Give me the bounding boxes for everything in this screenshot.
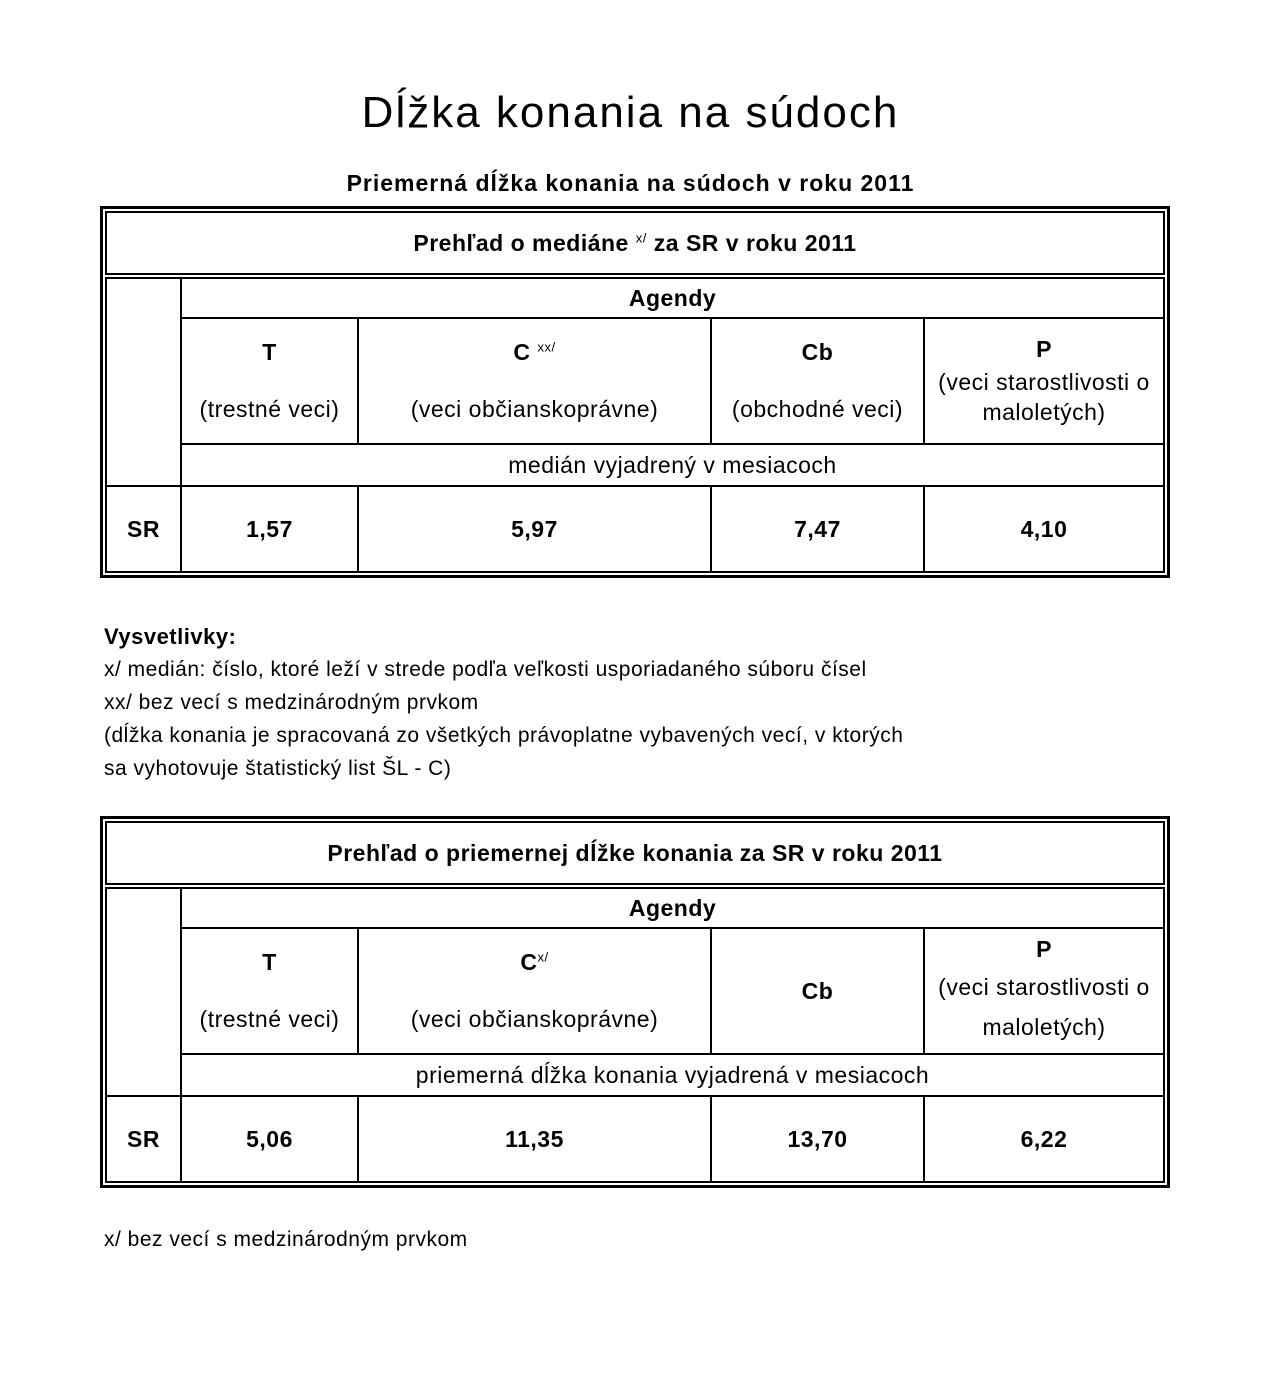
explanation-line: (dĺžka konania je spracovaná zo všetkých právoplatne vybavených vecí, v ktorých	[104, 724, 904, 747]
value-cell: 1,57	[181, 486, 358, 572]
col-header-c: $C^{x/}$ (veci občianskoprávne)	[358, 928, 711, 1054]
median-table-header: Prehľad o mediáne $^{x/}$ za SR v roku 2011	[106, 212, 1164, 274]
col-header-cb: Cb (obchodné veci)	[711, 318, 924, 444]
explanation-line: x/ medián: číslo, ktoré leží v strede podľa veľkosti usporiadaného súboru čísel	[104, 658, 867, 681]
col-header-t: T (trestné veci)	[181, 318, 358, 444]
value-cell: 5,97	[358, 486, 711, 572]
row-label-blank	[106, 888, 181, 1096]
unit-label: priemerná dĺžka konania vyjadrená v mesiacoch	[181, 1054, 1164, 1096]
value-cell: 13,70	[711, 1096, 924, 1182]
value-cell: 11,35	[358, 1096, 711, 1182]
explanation-line: xx/ bez vecí s medzinárodným prvkom	[104, 691, 479, 714]
average-table-header: Prehľad o priemernej dĺžke konania za SR v roku 2011	[106, 822, 1164, 884]
col-header-p: P (veci starostlivosti o maloletých)	[924, 318, 1164, 444]
col-header-cb: Cb	[711, 928, 924, 1054]
explanation-line: sa vyhotovuje štatistický list ŠL - C)	[104, 757, 452, 780]
agendy-header: Agendy	[181, 888, 1164, 928]
value-cell: 4,10	[924, 486, 1164, 572]
row-label: SR	[106, 1096, 181, 1182]
col-header-t: T (trestné veci)	[181, 928, 358, 1054]
unit-label: medián vyjadrený v mesiacoch	[181, 444, 1164, 486]
explanations	[104, 620, 903, 785]
average-table	[100, 816, 1170, 1188]
agendy-header: Agendy	[181, 278, 1164, 318]
page-title: Dĺžka konania na súdoch	[361, 88, 900, 137]
value-cell: 6,22	[924, 1096, 1164, 1182]
col-header-p: P (veci starostlivosti o maloletých)	[924, 928, 1164, 1054]
row-label-blank	[106, 278, 181, 486]
value-cell: 7,47	[711, 486, 924, 572]
footnote: x/ bez vecí s medzinárodným prvkom	[104, 1228, 468, 1251]
page-subtitle: Priemerná dĺžka konania na súdoch v roku 2011	[346, 170, 915, 196]
value-cell: 5,06	[181, 1096, 358, 1182]
col-header-c: C $^{xx/}$ (veci občianskoprávne)	[358, 318, 711, 444]
row-label: SR	[106, 486, 181, 572]
median-table	[100, 206, 1170, 578]
explanations-title: Vysvetlivky:	[104, 624, 237, 649]
